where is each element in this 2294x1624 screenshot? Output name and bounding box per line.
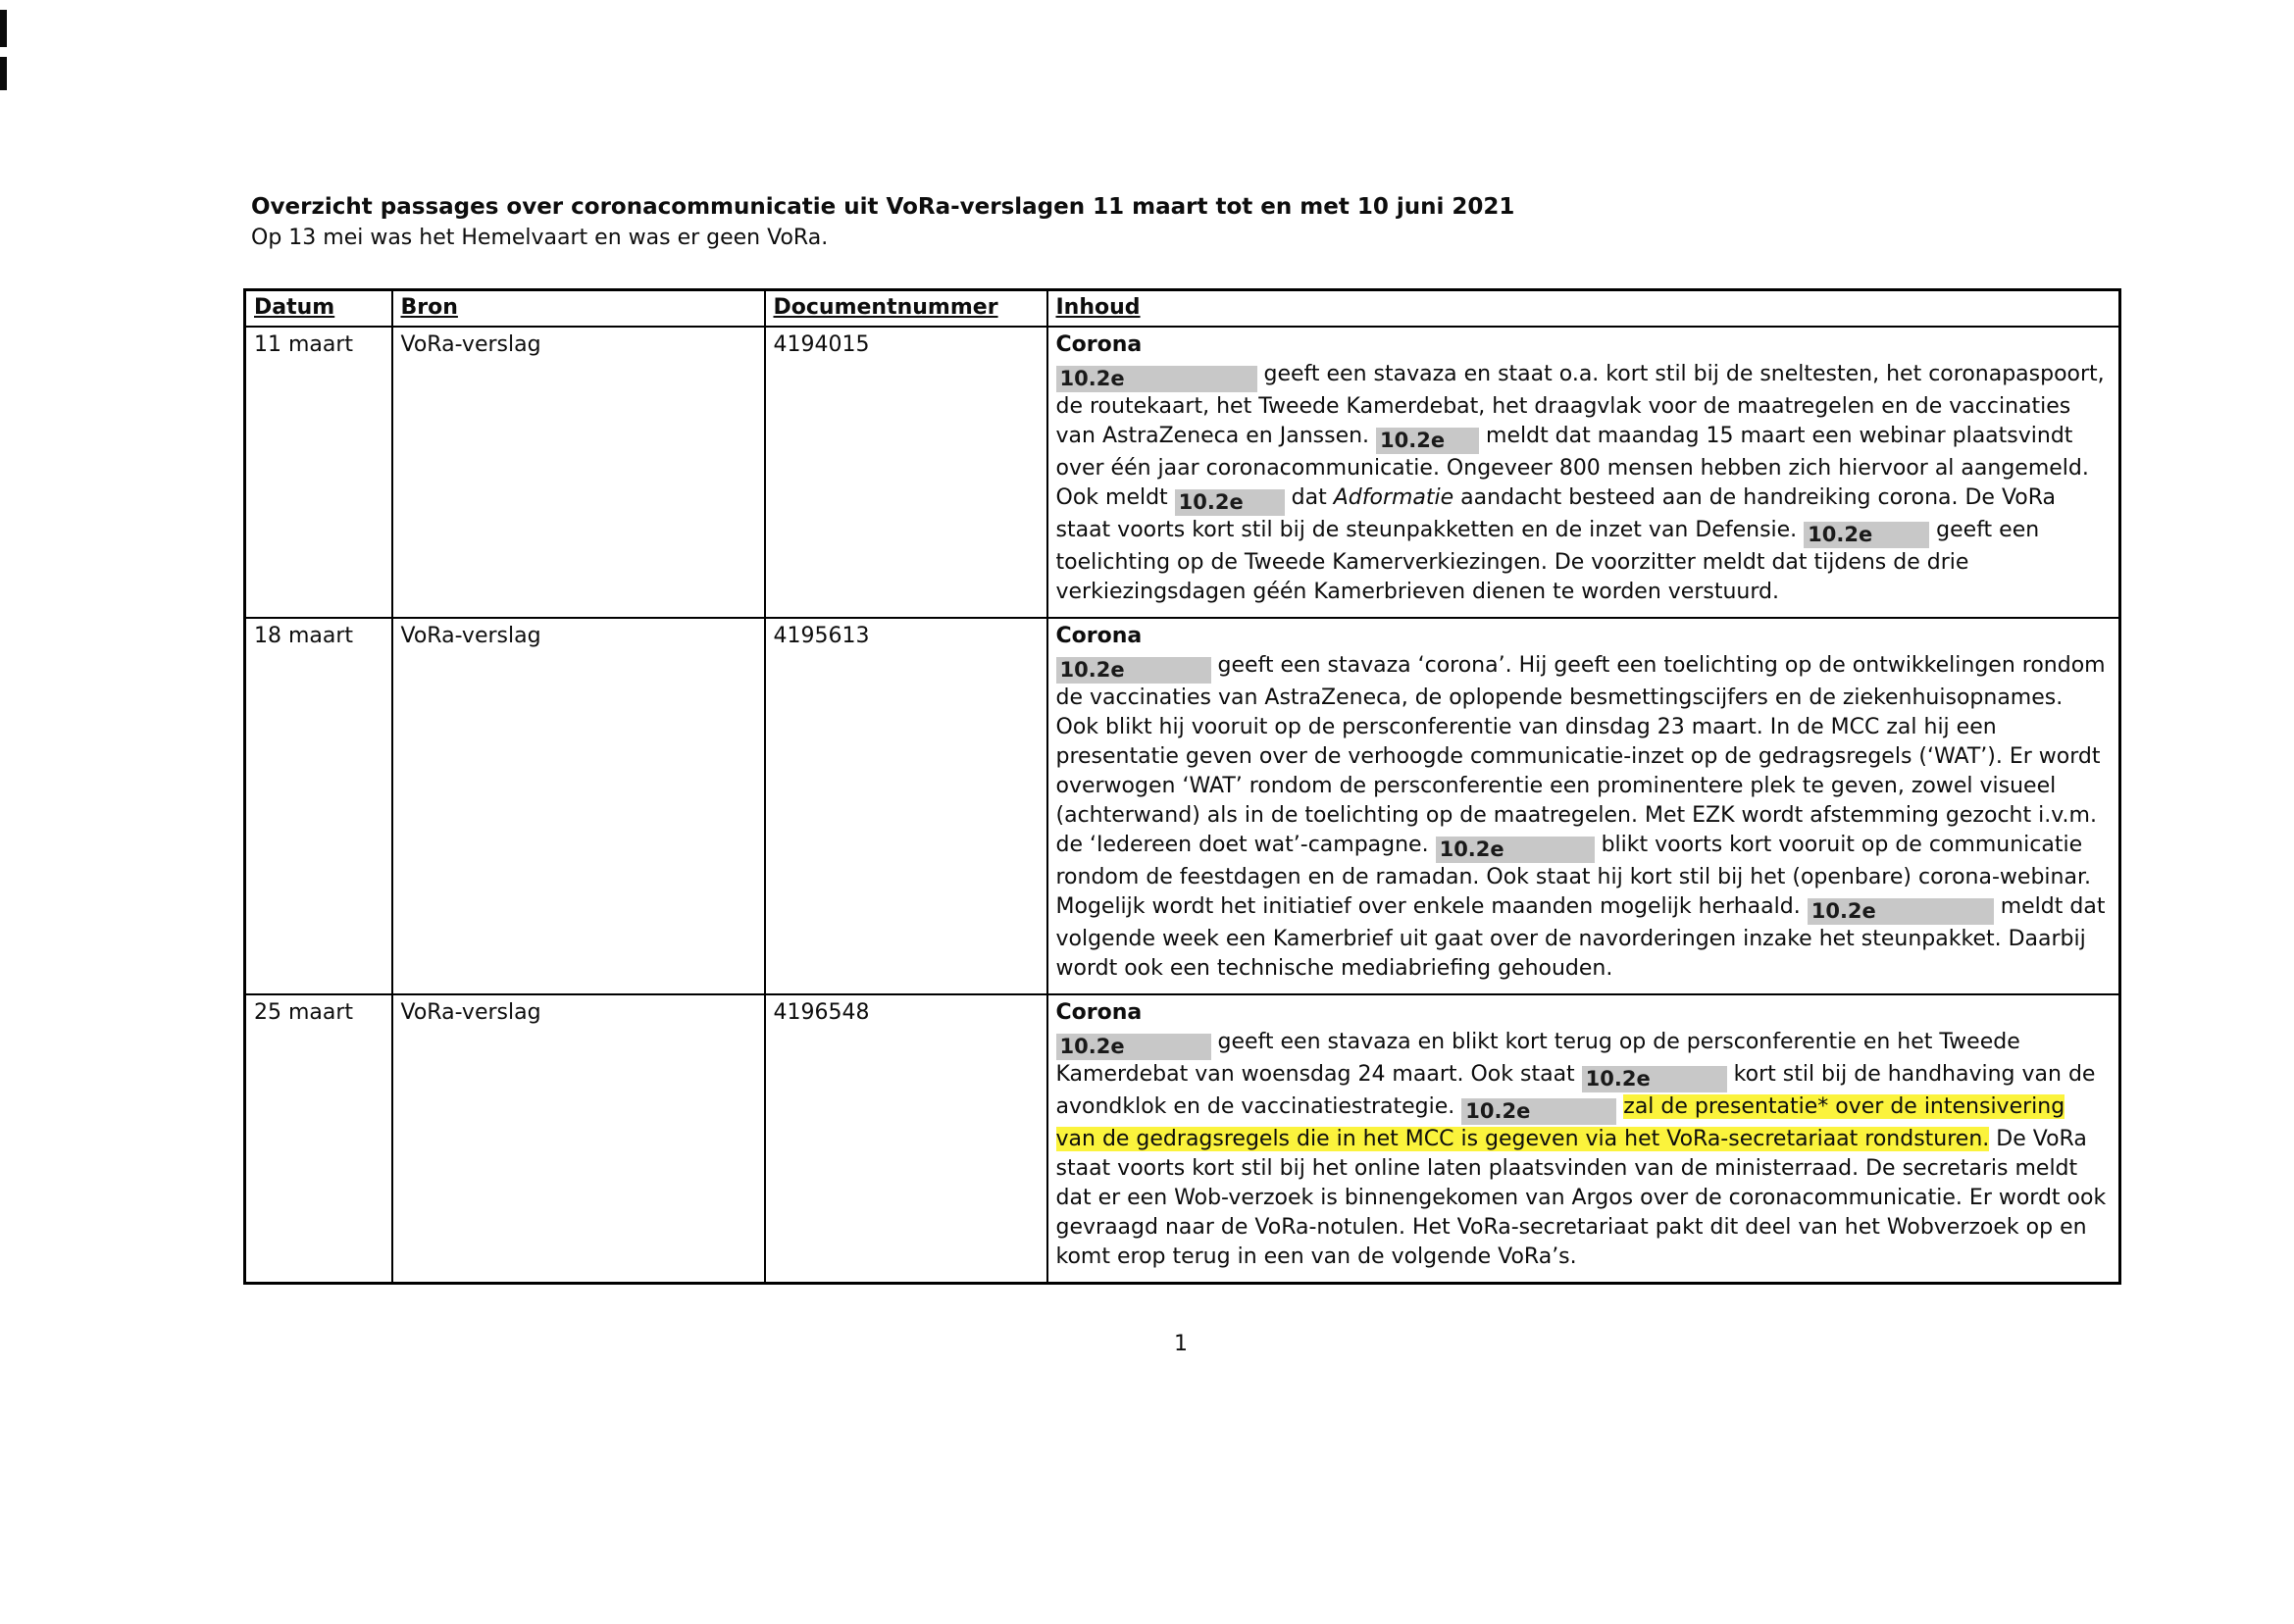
document-title: Overzicht passages over coronacommunicatie uit VoRa-verslagen 11 maart tot en met 10 juni 2021 [251, 194, 1515, 220]
cell-bron: VoRa-verslag [392, 994, 765, 1284]
passages-table [243, 288, 2121, 1285]
inhoud-text: 10.2e geeft een stavaza en blikt kort terug op de persconferentie en het Tweede Kamerdebat van woensdag 24 maart. Ook staat 10.2e kort stil bij de handhaving van de avondklok en de vaccinatiestrategie. 10.2e zal de presentatie* over de intensivering van de gedragsregels die in het MCC is gegeven via het VoRa-secretariaat rondsturen. De VoRa staat voorts kort stil bij het online laten plaatsvinden van de ministerraad. De secretaris meldt dat er een Wob-verzoek is binnengekomen van Argos over de coronacommunicatie. Er wordt ook gevraagd naar de VoRa-notulen. Het VoRa-secretariaat pakt dit deel van het Wobverzoek op en komt erop terug in een van de volgende VoRa’s. [1055, 1030, 2107, 1269]
italic-text: Adformatie [1333, 485, 1454, 510]
inhoud-heading: Corona [1055, 332, 1143, 357]
column-header-documentnummer [765, 290, 1047, 328]
cell-datum: 18 maart [245, 618, 392, 994]
document-content [243, 192, 2118, 1356]
cell-inhoud [1047, 618, 2120, 994]
redaction-box: 10.2e [1582, 1066, 1727, 1092]
column-header-datum [245, 290, 392, 328]
table-header-row [245, 290, 2120, 328]
scan-artifact [0, 10, 7, 47]
inhoud-heading: Corona [1055, 624, 1143, 648]
inhoud-text: 10.2e geeft een stavaza ‘corona’. Hij geeft een toelichting op de ontwikkelingen rondom de vaccinaties van AstraZeneca, de oplopende besmettingscijfers en de ziekenhuisopnames. Ook blikt hij vooruit op de persconferentie van dinsdag 23 maart. In de MCC zal hij een presentatie geven over de verhoogde communicatie-inzet op de gedragsregels (‘WAT’). Er wordt overwogen ‘WAT’ rondom de persconferentie een prominentere plek te geven, zowel visueel (achterwand) als in de toelichting op de maatregelen. Met EZK wordt afstemming gezocht i.v.m. de ‘Iedereen doet wat’-campagne. 10.2e blikt voorts kort vooruit op de communicatie rondom de feestdagen en de ramadan. Ook staat hij kort stil bij het (openbare) corona-webinar. Mogelijk wordt het initiatief over enkele maanden mogelijk herhaald. 10.2e meldt dat volgende week een Kamerbrief uit gaat over de navorderingen inzake het steunpakket. Daarbij wordt ook een technische mediabriefing gehouden. [1055, 653, 2106, 981]
column-header-label: Inhoud [1055, 295, 1141, 320]
column-header-label: Bron [400, 295, 458, 320]
table-row [245, 994, 2120, 1284]
column-header-bron [392, 290, 765, 328]
table-row [245, 618, 2120, 994]
cell-inhoud [1047, 994, 2120, 1284]
page-number: 1 [1174, 1332, 1188, 1356]
redaction-box: 10.2e [1056, 366, 1257, 392]
cell-documentnummer: 4196548 [765, 994, 1047, 1284]
cell-datum: 25 maart [245, 994, 392, 1284]
redaction-box: 10.2e [1804, 522, 1929, 548]
redaction-box: 10.2e [1056, 657, 1211, 684]
column-header-label: Documentnummer [773, 295, 998, 320]
redaction-box: 10.2e [1808, 898, 1994, 925]
cell-documentnummer: 4194015 [765, 327, 1047, 618]
scan-artifact [0, 57, 7, 90]
inhoud-heading: Corona [1055, 1000, 1143, 1025]
highlighted-text: zal de presentatie* over de intensivering van de gedragsregels die in het MCC is gegeven via het VoRa-secretariaat rondsturen. [1055, 1094, 2065, 1151]
inhoud-text: 10.2e geeft een stavaza en staat o.a. kort stil bij de sneltesten, het coronapaspoort, de routekaart, het Tweede Kamerdebat, het draagvlak voor de maatregelen en de vaccinaties van AstraZeneca en Janssen. 10.2e meldt dat maandag 15 maart een webinar plaatsvindt over één jaar coronacommunicatie. Ongeveer 800 mensen hebben zich hiervoor al aangemeld. Ook meldt 10.2e dat Adformatie aandacht besteed aan de handreiking corona. De VoRa staat voorts kort stil bij de steunpakketten en de inzet van Defensie. 10.2e geeft een toelichting op de Tweede Kamerverkiezingen. De voorzitter meldt dat tijdens de drie verkiezingsdagen géén Kamerbrieven dienen te worden verstuurd. [1055, 362, 2105, 604]
redaction-box: 10.2e [1175, 489, 1285, 516]
cell-bron: VoRa-verslag [392, 618, 765, 994]
cell-bron: VoRa-verslag [392, 327, 765, 618]
table-row [245, 327, 2120, 618]
redaction-box: 10.2e [1376, 428, 1479, 454]
column-header-inhoud [1047, 290, 2120, 328]
cell-datum: 11 maart [245, 327, 392, 618]
cell-inhoud [1047, 327, 2120, 618]
cell-documentnummer: 4195613 [765, 618, 1047, 994]
redaction-box: 10.2e [1461, 1098, 1616, 1125]
redaction-box: 10.2e [1056, 1034, 1211, 1060]
redaction-box: 10.2e [1436, 837, 1595, 863]
document-subtitle: Op 13 mei was het Hemelvaart en was er geen VoRa. [251, 226, 829, 250]
column-header-label: Datum [254, 295, 335, 320]
